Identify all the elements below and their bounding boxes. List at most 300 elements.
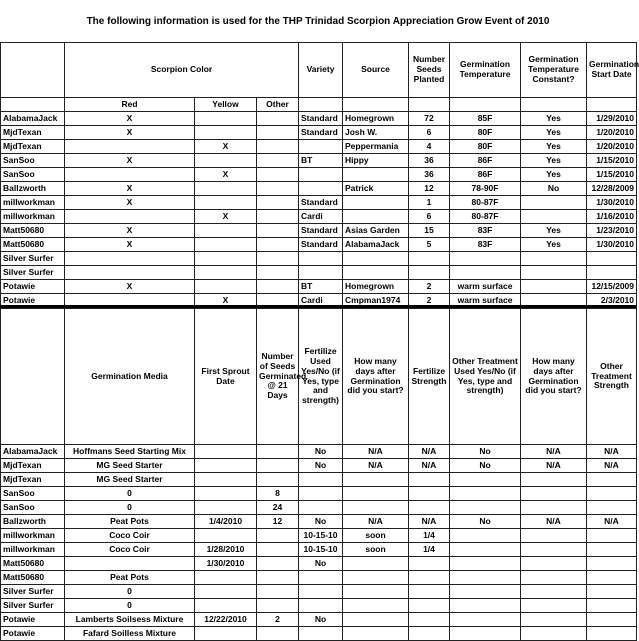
cell-odays: N/A	[521, 515, 587, 529]
cell-media: Hoffmans Seed Starting Mix	[65, 445, 195, 459]
cell-fstr	[409, 627, 450, 641]
cell-fert	[299, 627, 343, 641]
cell-start: 1/20/2010	[587, 140, 637, 154]
cell-source: Hippy	[343, 154, 409, 168]
cell-name: Silver Surfer	[1, 599, 65, 613]
table-row	[1, 543, 637, 557]
cell-seeds: 36	[409, 154, 450, 168]
cell-sprout	[195, 627, 257, 641]
cell-odays	[521, 529, 587, 543]
cell-other	[257, 252, 299, 266]
cell-fert: No	[299, 515, 343, 529]
cell-media: Peat Pots	[65, 515, 195, 529]
cell-fdays	[343, 571, 409, 585]
cell-fstr	[409, 613, 450, 627]
cell-fstr	[409, 501, 450, 515]
cell-yellow	[195, 154, 257, 168]
cell-constant: Yes	[521, 112, 587, 126]
table-row	[1, 210, 637, 224]
cell-media: MG Seed Starter	[65, 459, 195, 473]
table-row	[1, 557, 637, 571]
cell-temp	[450, 266, 521, 280]
cell-yellow	[195, 126, 257, 140]
header-germ-temp-constant: Germination Temperature Constant?	[521, 43, 587, 98]
cell-other	[257, 112, 299, 126]
cell-fstr	[409, 487, 450, 501]
cell-sprout	[195, 473, 257, 487]
cell-odays	[521, 557, 587, 571]
cell-other	[257, 224, 299, 238]
cell-ostr	[587, 473, 637, 487]
table-row	[1, 224, 637, 238]
cell-variety: Standard	[299, 196, 343, 210]
cell-source: Patrick	[343, 182, 409, 196]
cell-ostr	[587, 487, 637, 501]
cell-sprout	[195, 599, 257, 613]
cell-yellow: X	[195, 210, 257, 224]
table-row	[1, 585, 637, 599]
table-row	[1, 459, 637, 473]
cell-name: Ballzworth	[1, 182, 65, 196]
header-fert-days: How many days after Germination did you start?	[343, 309, 409, 445]
cell-start: 1/29/2010	[587, 112, 637, 126]
cell-other	[450, 599, 521, 613]
cell-temp: 80-87F	[450, 210, 521, 224]
cell-other	[257, 280, 299, 294]
cell-fert: 10-15-10	[299, 529, 343, 543]
cell-temp: warm surface	[450, 280, 521, 294]
cell-variety: Standard	[299, 238, 343, 252]
cell-fdays: soon	[343, 529, 409, 543]
cell-sprout	[195, 445, 257, 459]
cell-ostr: N/A	[587, 459, 637, 473]
cell-red: X	[65, 112, 195, 126]
cell-temp: 86F	[450, 168, 521, 182]
cell-germ21	[257, 445, 299, 459]
cell-variety: BT	[299, 280, 343, 294]
cell-source: Cmpman1974	[343, 294, 409, 308]
cell-start: 1/16/2010	[587, 210, 637, 224]
cell-red	[65, 168, 195, 182]
cell-germ21: 8	[257, 487, 299, 501]
cell-fert	[299, 571, 343, 585]
cell-yellow: X	[195, 294, 257, 308]
cell-name: MjdTexan	[1, 459, 65, 473]
cell-temp: 80F	[450, 126, 521, 140]
cell-variety: BT	[299, 154, 343, 168]
cell-constant	[521, 266, 587, 280]
cell-media: 0	[65, 599, 195, 613]
cell-other	[257, 182, 299, 196]
header-seeds-planted: Number Seeds Planted	[409, 43, 450, 98]
cell-red	[65, 140, 195, 154]
cell-yellow	[195, 252, 257, 266]
header-fert-strength: Fertilize Strength	[409, 309, 450, 445]
table-row	[1, 280, 637, 294]
cell-germ21	[257, 557, 299, 571]
table-row	[1, 140, 637, 154]
cell-name: millworkman	[1, 196, 65, 210]
cell-variety	[299, 140, 343, 154]
cell-name: SanSoo	[1, 154, 65, 168]
cell-germ21	[257, 459, 299, 473]
cell-constant: Yes	[521, 140, 587, 154]
cell-seeds: 2	[409, 294, 450, 308]
cell-germ21	[257, 599, 299, 613]
cell-fdays: N/A	[343, 515, 409, 529]
cell-other	[257, 140, 299, 154]
cell-fstr: N/A	[409, 459, 450, 473]
table-row	[1, 515, 637, 529]
cell-fstr: N/A	[409, 445, 450, 459]
table-row	[1, 613, 637, 627]
cell-other	[257, 266, 299, 280]
cell-source: Asias Garden	[343, 224, 409, 238]
header-other-strength: Other Treatment Strength	[587, 309, 637, 445]
cell-germ21	[257, 627, 299, 641]
cell-sprout	[195, 487, 257, 501]
cell-source	[343, 252, 409, 266]
cell-other	[450, 613, 521, 627]
cell-fert: No	[299, 613, 343, 627]
cell-other	[450, 543, 521, 557]
cell-fdays	[343, 501, 409, 515]
cell-other: No	[450, 515, 521, 529]
cell-constant	[521, 280, 587, 294]
cell-other	[450, 529, 521, 543]
cell-other	[450, 557, 521, 571]
subheader-yellow: Yellow	[195, 98, 257, 112]
cell-sprout: 1/30/2010	[195, 557, 257, 571]
cell-fert	[299, 501, 343, 515]
cell-sprout	[195, 459, 257, 473]
cell-fert	[299, 585, 343, 599]
cell-odays	[521, 585, 587, 599]
cell-name: MjdTexan	[1, 140, 65, 154]
cell-start	[587, 266, 637, 280]
cell-sprout: 1/28/2010	[195, 543, 257, 557]
cell-start: 1/15/2010	[587, 168, 637, 182]
cell-odays	[521, 613, 587, 627]
cell-source	[343, 210, 409, 224]
cell-fdays	[343, 473, 409, 487]
cell-germ21	[257, 585, 299, 599]
header-row	[1, 309, 637, 445]
cell-seeds: 6	[409, 210, 450, 224]
cell-seeds: 12	[409, 182, 450, 196]
cell-other	[450, 571, 521, 585]
cell-red: X	[65, 182, 195, 196]
cell-media: Coco Coir	[65, 529, 195, 543]
cell-ostr	[587, 501, 637, 515]
header-row	[1, 43, 637, 98]
cell-name: Silver Surfer	[1, 266, 65, 280]
cell-media: Peat Pots	[65, 571, 195, 585]
cell-media: Lamberts Soilsess Mixture	[65, 613, 195, 627]
cell-source: Homegrown	[343, 112, 409, 126]
cell-yellow	[195, 238, 257, 252]
cell-temp: 80-87F	[450, 196, 521, 210]
cell-red	[65, 266, 195, 280]
cell-media	[65, 557, 195, 571]
cell-variety	[299, 182, 343, 196]
cell-fstr: 1/4	[409, 543, 450, 557]
cell-name: Potawie	[1, 294, 65, 308]
cell-seeds: 36	[409, 168, 450, 182]
cell-odays	[521, 501, 587, 515]
table-row	[1, 168, 637, 182]
cell-fstr	[409, 557, 450, 571]
cell-seeds: 5	[409, 238, 450, 252]
cell-start: 1/30/2010	[587, 196, 637, 210]
cell-yellow	[195, 196, 257, 210]
bottom-table	[0, 308, 637, 641]
cell-sprout	[195, 571, 257, 585]
cell-name: AlabamaJack	[1, 112, 65, 126]
cell-odays: N/A	[521, 459, 587, 473]
cell-fdays	[343, 599, 409, 613]
cell-sprout	[195, 501, 257, 515]
cell-variety	[299, 252, 343, 266]
cell-media: MG Seed Starter	[65, 473, 195, 487]
cell-constant: Yes	[521, 238, 587, 252]
cell-fert: No	[299, 459, 343, 473]
cell-media: Fafard Soilless Mixture	[65, 627, 195, 641]
cell-germ21: 12	[257, 515, 299, 529]
cell-yellow: X	[195, 140, 257, 154]
cell-media: 0	[65, 585, 195, 599]
cell-fdays	[343, 557, 409, 571]
cell-red: X	[65, 154, 195, 168]
cell-constant: No	[521, 182, 587, 196]
cell-other	[257, 168, 299, 182]
header-fertilize-used: Fertilize Used Yes/No (if Yes, type and strength)	[299, 309, 343, 445]
table-row	[1, 501, 637, 515]
cell-variety	[299, 266, 343, 280]
cell-odays	[521, 571, 587, 585]
cell-seeds	[409, 252, 450, 266]
cell-other	[257, 210, 299, 224]
cell-yellow: X	[195, 168, 257, 182]
cell-fert	[299, 487, 343, 501]
table-row	[1, 182, 637, 196]
cell-fstr	[409, 585, 450, 599]
cell-start: 2/3/2010	[587, 294, 637, 308]
cell-sprout	[195, 585, 257, 599]
cell-constant	[521, 210, 587, 224]
cell-ostr: N/A	[587, 515, 637, 529]
cell-other: No	[450, 445, 521, 459]
cell-media: 0	[65, 501, 195, 515]
cell-ostr	[587, 557, 637, 571]
cell-other	[450, 487, 521, 501]
cell-germ21: 24	[257, 501, 299, 515]
cell-name: AlabamaJack	[1, 445, 65, 459]
cell-fert: 10-15-10	[299, 543, 343, 557]
table-row	[1, 445, 637, 459]
cell-other	[257, 196, 299, 210]
cell-odays	[521, 473, 587, 487]
table-row	[1, 627, 637, 641]
cell-name: MjdTexan	[1, 473, 65, 487]
cell-sprout: 12/22/2010	[195, 613, 257, 627]
cell-seeds: 1	[409, 196, 450, 210]
top-table	[0, 42, 637, 308]
cell-other	[450, 585, 521, 599]
table-row	[1, 571, 637, 585]
cell-variety: Standard	[299, 112, 343, 126]
cell-red: X	[65, 238, 195, 252]
table-row	[1, 126, 637, 140]
cell-name: millworkman	[1, 210, 65, 224]
cell-fert	[299, 599, 343, 613]
cell-temp: 78-90F	[450, 182, 521, 196]
header-variety: Variety	[299, 43, 343, 98]
cell-fdays	[343, 487, 409, 501]
header-other-days: How many days after Germination did you start?	[521, 309, 587, 445]
cell-temp: 85F	[450, 112, 521, 126]
cell-yellow	[195, 224, 257, 238]
cell-fert: No	[299, 557, 343, 571]
cell-name: millworkman	[1, 529, 65, 543]
cell-name: Potawie	[1, 280, 65, 294]
cell-variety	[299, 168, 343, 182]
cell-name: SanSoo	[1, 168, 65, 182]
cell-media: Coco Coir	[65, 543, 195, 557]
cell-germ21: 2	[257, 613, 299, 627]
cell-variety: Standard	[299, 224, 343, 238]
cell-other	[257, 126, 299, 140]
cell-odays: N/A	[521, 445, 587, 459]
table-row	[1, 238, 637, 252]
table-row	[1, 599, 637, 613]
cell-fdays	[343, 585, 409, 599]
cell-germ21	[257, 473, 299, 487]
cell-sprout	[195, 529, 257, 543]
cell-start: 1/20/2010	[587, 126, 637, 140]
cell-name: Potawie	[1, 613, 65, 627]
cell-fdays: N/A	[343, 445, 409, 459]
cell-fdays	[343, 627, 409, 641]
cell-source	[343, 168, 409, 182]
cell-ostr: N/A	[587, 445, 637, 459]
cell-red: X	[65, 280, 195, 294]
cell-name: Ballzworth	[1, 515, 65, 529]
cell-ostr	[587, 529, 637, 543]
cell-name: Silver Surfer	[1, 585, 65, 599]
cell-seeds	[409, 266, 450, 280]
cell-name: SanSoo	[1, 487, 65, 501]
cell-start: 1/23/2010	[587, 224, 637, 238]
cell-start: 12/15/2009	[587, 280, 637, 294]
header-germinated-21: Number of Seeds Germinated @ 21 Days	[257, 309, 299, 445]
cell-red: X	[65, 126, 195, 140]
cell-temp: warm surface	[450, 294, 521, 308]
cell-temp: 83F	[450, 224, 521, 238]
header-scorpion-color: Scorpion Color	[65, 43, 299, 98]
cell-seeds: 6	[409, 126, 450, 140]
cell-fstr	[409, 473, 450, 487]
cell-other	[450, 501, 521, 515]
cell-red	[65, 210, 195, 224]
cell-fdays	[343, 613, 409, 627]
cell-ostr	[587, 599, 637, 613]
cell-start	[587, 252, 637, 266]
table-row	[1, 473, 637, 487]
table-row	[1, 112, 637, 126]
cell-yellow	[195, 112, 257, 126]
cell-source: Homegrown	[343, 280, 409, 294]
cell-odays	[521, 543, 587, 557]
cell-name: Matt50680	[1, 557, 65, 571]
cell-temp	[450, 252, 521, 266]
cell-media: 0	[65, 487, 195, 501]
cell-name: Matt50680	[1, 571, 65, 585]
cell-other	[450, 627, 521, 641]
subheader-red: Red	[65, 98, 195, 112]
table-row	[1, 266, 637, 280]
cell-name: SanSoo	[1, 501, 65, 515]
cell-ostr	[587, 627, 637, 641]
cell-constant: Yes	[521, 126, 587, 140]
cell-constant: Yes	[521, 154, 587, 168]
cell-fert	[299, 473, 343, 487]
cell-seeds: 4	[409, 140, 450, 154]
cell-red	[65, 252, 195, 266]
header-first-sprout: First Sprout Date	[195, 309, 257, 445]
cell-germ21	[257, 571, 299, 585]
cell-germ21	[257, 529, 299, 543]
cell-seeds: 2	[409, 280, 450, 294]
cell-name: MjdTexan	[1, 126, 65, 140]
cell-fstr: N/A	[409, 515, 450, 529]
table-row	[1, 487, 637, 501]
cell-name: Potawie	[1, 627, 65, 641]
cell-temp: 83F	[450, 238, 521, 252]
cell-fert: No	[299, 445, 343, 459]
cell-ostr	[587, 543, 637, 557]
header-germ-start: Germination Start Date	[587, 43, 637, 98]
cell-source: Peppermania	[343, 140, 409, 154]
header-blank	[1, 43, 65, 98]
cell-source: AlabamaJack	[343, 238, 409, 252]
cell-odays	[521, 627, 587, 641]
cell-yellow	[195, 266, 257, 280]
cell-start: 1/30/2010	[587, 238, 637, 252]
table-row	[1, 529, 637, 543]
cell-other	[257, 238, 299, 252]
table-row	[1, 196, 637, 210]
cell-name: millworkman	[1, 543, 65, 557]
cell-fdays: N/A	[343, 459, 409, 473]
cell-constant: Yes	[521, 224, 587, 238]
cell-sprout: 1/4/2010	[195, 515, 257, 529]
header-germ-temp: Germination Temperature	[450, 43, 521, 98]
cell-constant	[521, 252, 587, 266]
cell-name: Matt50680	[1, 224, 65, 238]
subheader-row	[1, 98, 637, 112]
cell-odays	[521, 599, 587, 613]
cell-start: 1/15/2010	[587, 154, 637, 168]
cell-other	[257, 154, 299, 168]
header-source: Source	[343, 43, 409, 98]
cell-source	[343, 266, 409, 280]
cell-constant	[521, 196, 587, 210]
subheader-other: Other	[257, 98, 299, 112]
header-media: Germination Media	[65, 309, 195, 445]
cell-fdays: soon	[343, 543, 409, 557]
cell-start: 12/28/2009	[587, 182, 637, 196]
